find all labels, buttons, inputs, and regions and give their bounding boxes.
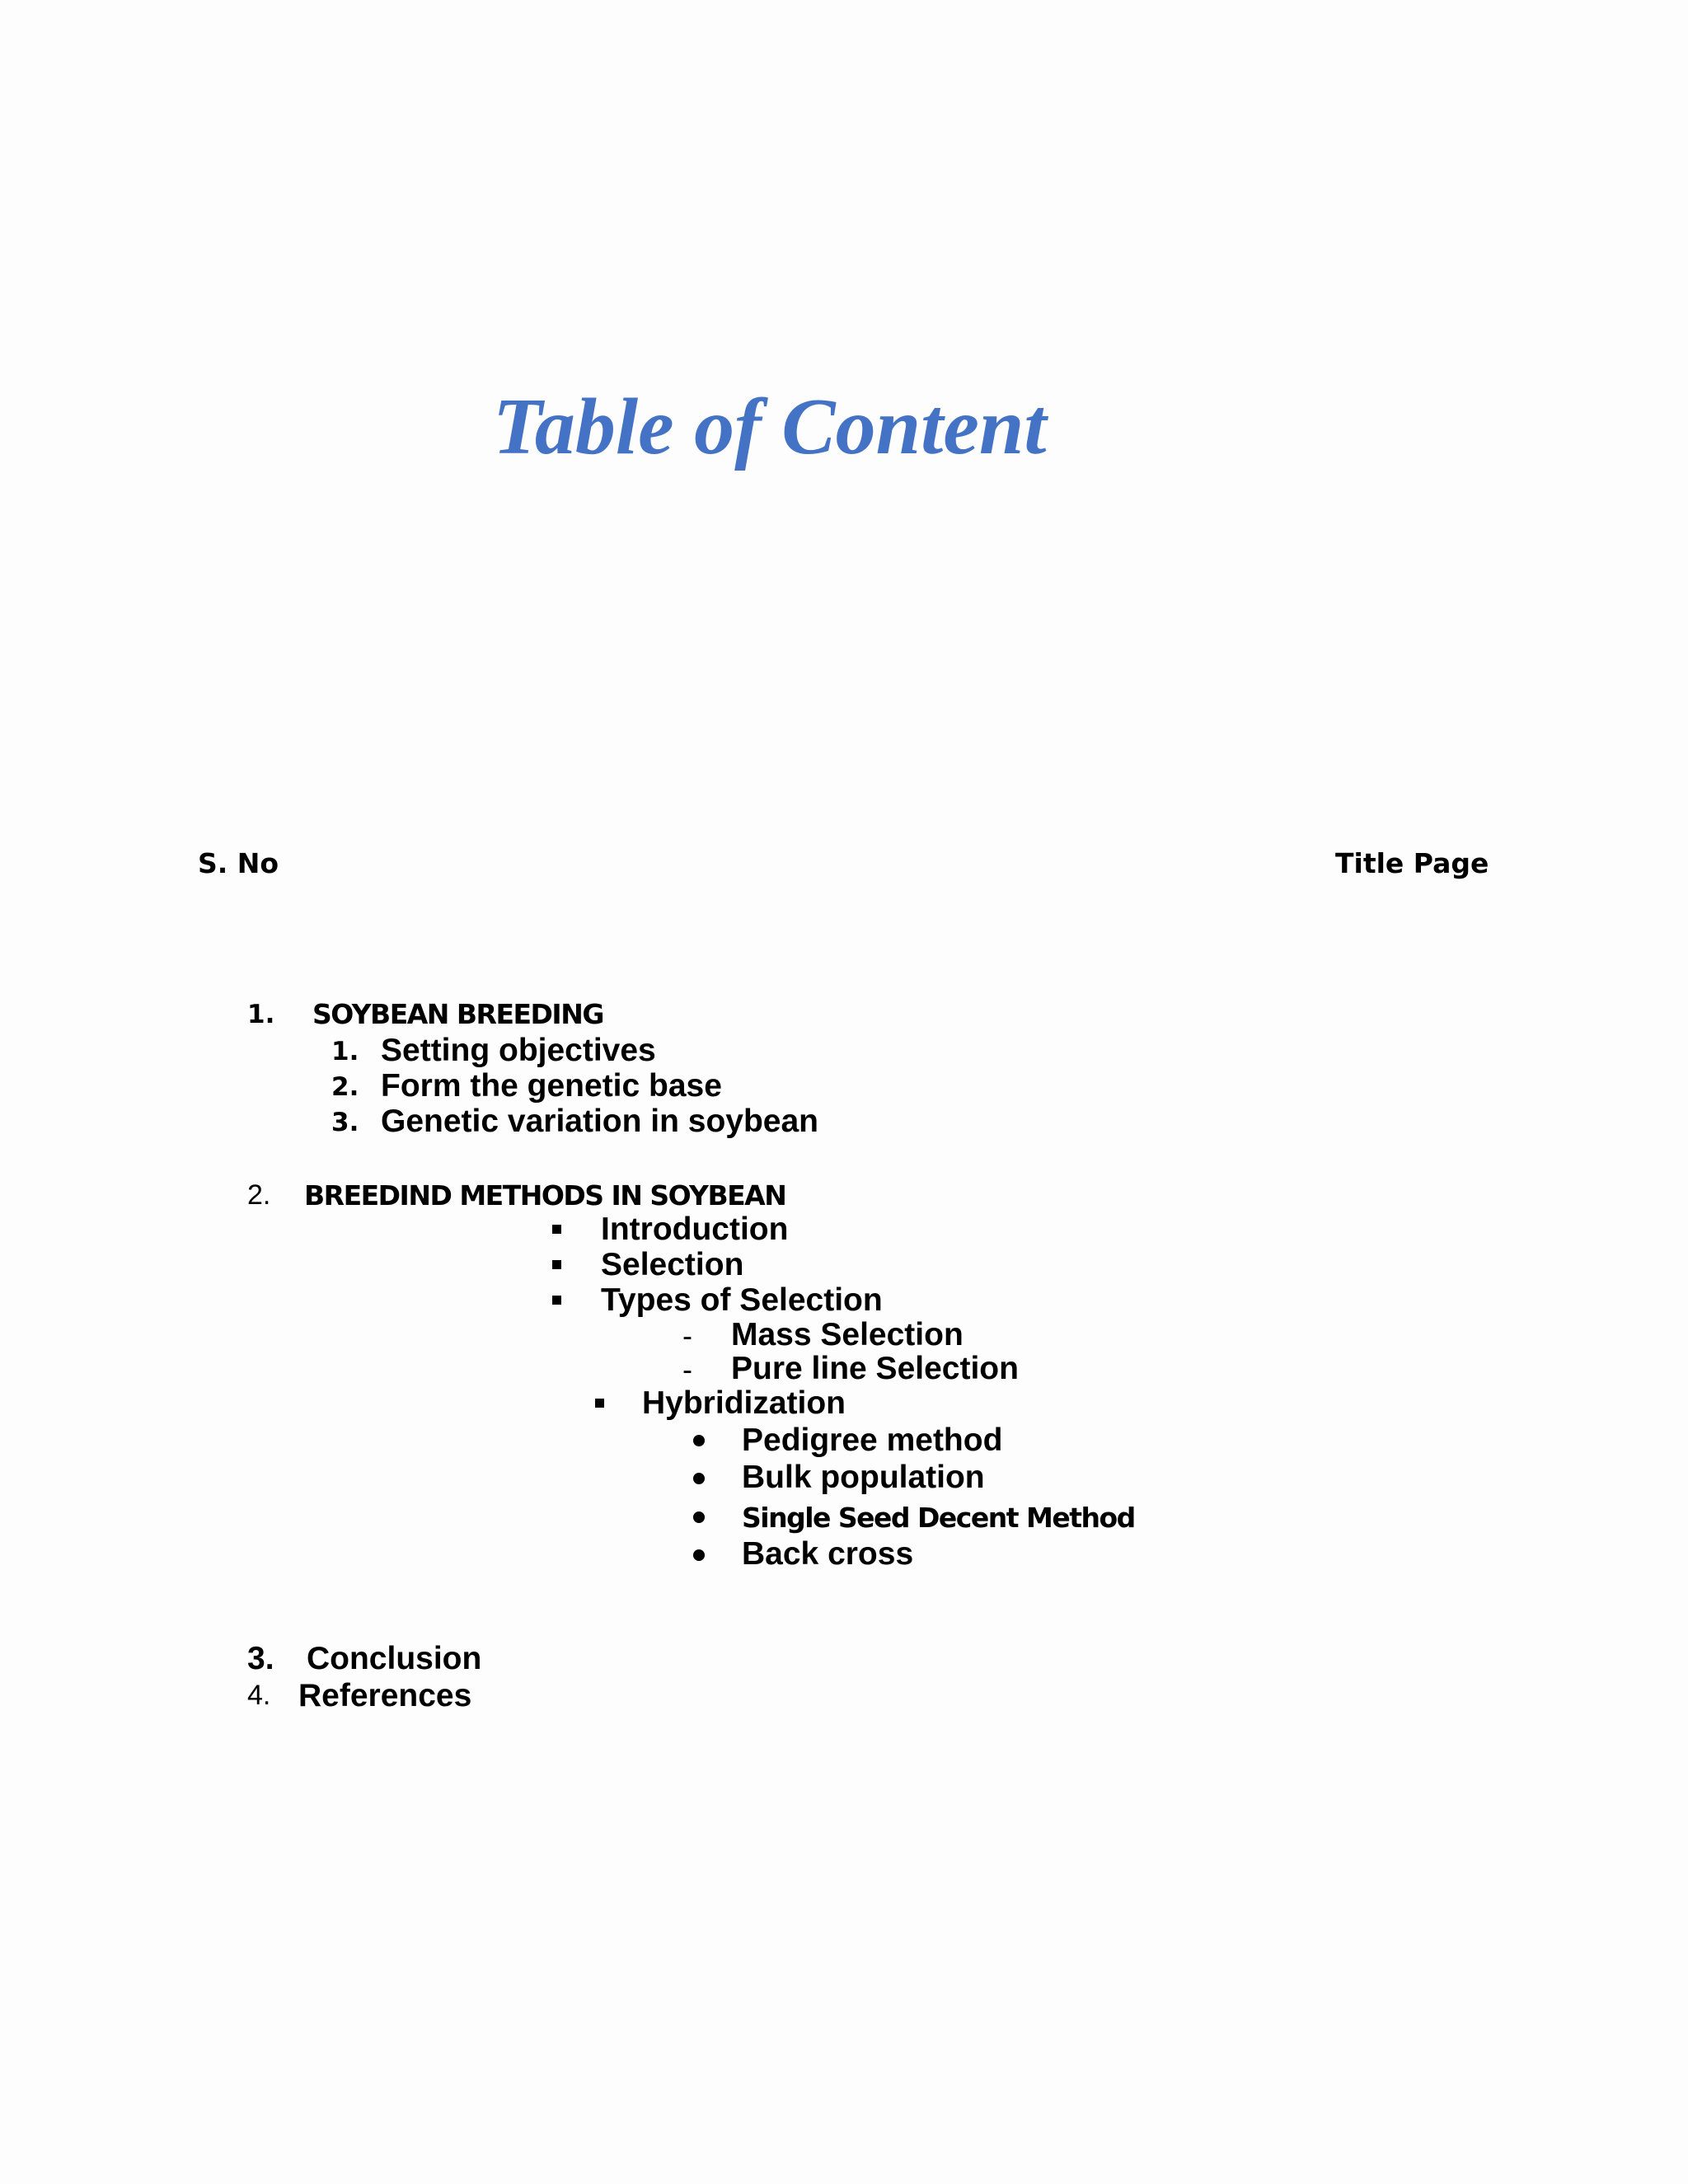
square-bullet-icon (552, 1260, 561, 1269)
section-3-number: 3. (247, 1641, 274, 1676)
section-1-item-2-label: Form the genetic base (381, 1068, 722, 1104)
dash-bullet: - (682, 1319, 692, 1352)
square-bullet-icon (552, 1225, 561, 1234)
square-bullet-icon (552, 1296, 561, 1305)
section-4-title: References (298, 1678, 472, 1713)
round-bullet-icon (693, 1549, 705, 1561)
section-1-number: 1. (247, 1000, 275, 1029)
section-1-item-2-number: 2. (331, 1072, 359, 1102)
round-bullet-icon (693, 1435, 705, 1446)
section-1-item-3-number: 3. (331, 1108, 359, 1137)
section-1-item-1-label: Setting objectives (381, 1033, 656, 1068)
section-2-item-selection: Selection (601, 1247, 744, 1282)
method-pedigree: Pedigree method (742, 1422, 1003, 1458)
section-1-item-1-number: 1. (331, 1037, 359, 1066)
method-single-seed-decent: Single Seed Decent Method (742, 1502, 1135, 1534)
column-header-title-page: Title Page (1335, 847, 1489, 879)
section-4-number: 4. (247, 1680, 271, 1711)
method-back-cross: Back cross (742, 1536, 914, 1572)
square-bullet-icon (595, 1399, 604, 1408)
section-1-title: SOYBEAN BREEDING (312, 998, 603, 1030)
section-2-title: BREEDIND METHODS IN SOYBEAN (304, 1179, 786, 1212)
page-title: Table of Content (493, 382, 1047, 471)
round-bullet-icon (693, 1511, 705, 1523)
selection-type-pure-line: Pure line Selection (731, 1351, 1019, 1386)
method-bulk-population: Bulk population (742, 1460, 985, 1495)
selection-type-mass: Mass Selection (731, 1317, 964, 1352)
section-2-item-types-of-selection: Types of Selection (601, 1282, 883, 1318)
hybridization-label: Hybridization (642, 1385, 846, 1421)
section-2-item-introduction: Introduction (601, 1212, 789, 1247)
dash-bullet: - (682, 1352, 692, 1386)
section-3-title: Conclusion (307, 1641, 482, 1676)
round-bullet-icon (693, 1473, 705, 1484)
section-1-item-3-label: Genetic variation in soybean (381, 1104, 818, 1139)
section-2-number: 2. (247, 1179, 271, 1211)
column-header-sno: S. No (198, 847, 279, 879)
